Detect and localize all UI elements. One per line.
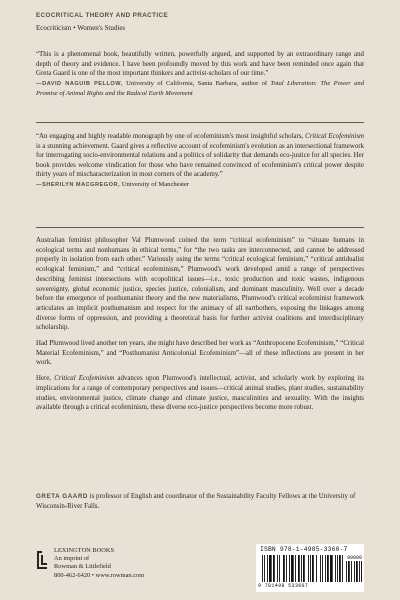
subject-categories: Ecocriticism • Women's Studies	[36, 24, 126, 32]
endorsement-2-quote	[36, 132, 364, 180]
endorsement-2-name: —SHERILYN MACGREGOR,	[36, 181, 121, 188]
endorsement-1-affil: University of California, Santa Barbara, author of	[126, 79, 268, 87]
endorsement-2-quote-title: Critical Ecofeminism	[305, 133, 364, 140]
endorsement-2	[36, 132, 364, 190]
endorsement-2-affil: University of Manchester	[121, 180, 190, 188]
author-bio	[36, 492, 364, 511]
endorsement-1-quote: “This is a phenomenal book, beautifully written, powerfully argued, and supported by an extraordinary range and depth of theory and evidence. I have been profoundly moved by this work and have been reminded once again that Greta Gaard is one of the most important thinkers and activist-scholars of our time.”	[36, 51, 364, 78]
book-description	[36, 236, 364, 419]
barcode-bars	[262, 555, 344, 582]
endorsement-1	[36, 50, 364, 98]
endorsement-1-name: —DAVID NAGUIB PELLOW,	[36, 80, 123, 87]
endorsement-1-book-title: Total Liberation: The Power and Promise of Animal Rights and the Radical Earth Movement	[36, 79, 364, 97]
description-paragraph-3-post: advances upon Plumwood's intellectual, activist, and scholarly work by exploring its implications for a range of contemporary perspectives and issues—critical animal studies, plant studies, sustainability studies, environmental justice, climate change and climate justice, masculinities and sexuality. With the insights available through a critical ecofeminism, these diverse eco-justice perspectives become more robust.	[36, 375, 364, 412]
description-paragraph-2: Had Plumwood lived another ten years, she might have described her work as “Anthropocene Ecofeminism,” “Critical Material Ecofeminism,” and “Posthumanist Anticolonial Ecofeminism”—all of these inflections are present in her work.	[36, 340, 364, 367]
description-paragraph-3-title: Critical Ecofeminism	[54, 375, 115, 383]
publisher-contact: 800-462-6420 • www.rowman.com	[54, 571, 145, 579]
description-paragraph-1: Australian feminist philosopher Val Plumwood coined the term “critical ecofeminism” to “situate humans in ecological terms and nonhumans in ethical terms,” for “the two tasks are interconnected, and cannot be addressed properly in isolation from each other.” Variously using the terms “critical ecological feminism,” “critical antidualist ecological feminism,” and “critical ecofeminism,” Plumwood's work developed amid a range of perspectives describing feminist intersections with ecopolitical issues—i.e., toxic production and toxic wastes, indigenous sovereignty, global economic justice, species justice, colonialism, and dominant masculinity. Well over a decade before the emergence of posthumanist theory and the new materialisms, Plumwood's critical ecofeminist framework articulates an implicit posthumanism and respect for the animacy of all earthothers, exposing the linkages among diverse forms of oppression, and providing a theoretical basis for further activist coalitions and interdisciplinary scholarship.	[36, 237, 364, 332]
author-bio-text: is professor of English and coordinator of the Sustainability Faculty Fellows at the University of Wisconsin-River Falls.	[36, 493, 356, 510]
endorsement-1-attribution	[36, 79, 364, 98]
publisher-name: LEXINGTON BOOKS	[54, 547, 115, 554]
price-barcode-bars	[346, 561, 362, 582]
description-paragraph-3	[36, 374, 364, 413]
barcode-digits: 9 781498 533607	[258, 583, 309, 589]
divider-2	[36, 227, 364, 228]
isbn-label: ISBN 978-1-4985-3360-7	[260, 546, 348, 553]
endorsement-2-quote-post: is a stunning achievement. Gaard gives a reflective account of ecofeminism's evolution as an intersectional framework for interrogating socio-environmental relations and a politics of solidarity that demands eco-justice for all species. Her book provides welcome vindication for those who have remained convinced of ecofeminism's critical power despite thirty years of mischaracterization in most corners of the academy.”	[36, 142, 364, 179]
publisher-text	[54, 547, 144, 580]
endorsement-2-attribution	[36, 180, 364, 190]
publisher-logo-icon	[36, 550, 48, 570]
series-title: ECOCRITICAL THEORY AND PRACTICE	[36, 12, 169, 19]
publisher-imprint-line: An imprint of	[54, 555, 90, 563]
price-code: 90000	[347, 555, 363, 561]
endorsement-2-quote-pre: “An engaging and highly readable monograph by one of ecofeminism's most insightful scholars,	[36, 133, 304, 140]
description-paragraph-3-pre: Here,	[36, 375, 52, 383]
divider-1	[36, 122, 364, 123]
publisher-block	[36, 547, 196, 591]
isbn-barcode	[256, 544, 364, 592]
author-name: GRETA GAARD	[36, 493, 88, 500]
publisher-parent: Rowman & Littlefield	[54, 563, 111, 571]
